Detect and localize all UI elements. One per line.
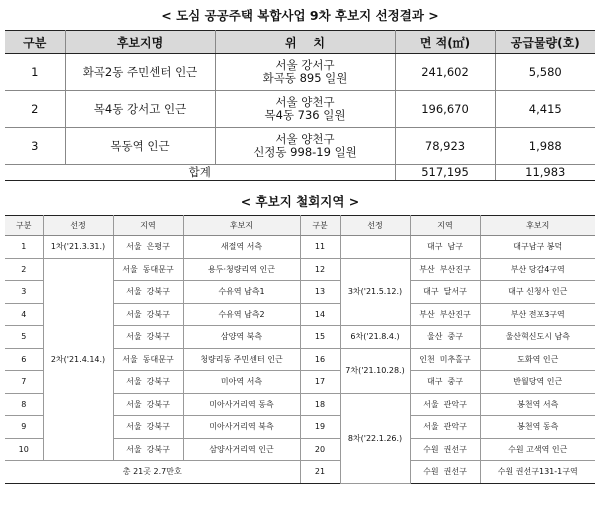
total-label: 합계 (5, 165, 395, 181)
selection-round: 7차('21.10.28.) (340, 348, 410, 393)
col-header-no: 구분 (5, 216, 43, 236)
region: 서울 은평구 (113, 236, 183, 259)
location-line2: 신정동 998-19 일원 (253, 145, 357, 159)
site-location (215, 54, 395, 91)
region: 서울 동대문구 (113, 348, 183, 371)
region: 서울 강북구 (113, 393, 183, 416)
location-line2: 화곡동 895 일원 (262, 71, 348, 85)
row-no: 9 (5, 416, 43, 439)
site-name: 울산혁신도시 남측 (480, 326, 595, 349)
region: 대구 달서구 (410, 281, 480, 304)
col-header-location: 위 치 (215, 31, 395, 54)
site-name: 청량리동 주민센터 인근 (183, 348, 300, 371)
total-row (5, 165, 595, 181)
region: 서울 강북구 (113, 438, 183, 461)
site-name: 목동역 인근 (65, 128, 215, 165)
total-area: 517,195 (395, 165, 495, 181)
site-name: 수원 고색역 인근 (480, 438, 595, 461)
region: 인천 미추홀구 (410, 348, 480, 371)
location-line1: 서울 강서구 (275, 58, 335, 72)
row-no: 19 (300, 416, 340, 439)
region: 울산 중구 (410, 326, 480, 349)
site-location (215, 91, 395, 128)
selection-round: 1차('21.3.31.) (43, 236, 113, 259)
region: 수원 권선구 (410, 461, 480, 484)
site-name: 대구 신청사 인근 (480, 281, 595, 304)
site-name: 부산 당감4구역 (480, 258, 595, 281)
site-name: 봉천역 동측 (480, 416, 595, 439)
region: 서울 강북구 (113, 281, 183, 304)
site-area: 196,670 (395, 91, 495, 128)
row-no: 21 (300, 461, 340, 484)
location-line1: 서울 양천구 (275, 132, 335, 146)
row-no: 4 (5, 303, 43, 326)
row-no: 3 (5, 128, 65, 165)
row-no: 5 (5, 326, 43, 349)
withdrawn-header-row (5, 216, 595, 236)
region: 서울 관악구 (410, 393, 480, 416)
selection-round: 8차('22.1.26.) (340, 393, 410, 483)
region: 대구 남구 (410, 236, 480, 259)
row-no: 16 (300, 348, 340, 371)
row-no: 2 (5, 91, 65, 128)
withdrawn-title: < 후보지 철회지역 > (240, 194, 360, 209)
region: 서울 강북구 (113, 326, 183, 349)
site-name: 수원 권선구131-1구역 (480, 461, 595, 484)
site-area: 241,602 (395, 54, 495, 91)
withdrawn-total: 총 21곳 2.7만호 (5, 461, 300, 484)
region: 수원 권선구 (410, 438, 480, 461)
row-no: 8 (5, 393, 43, 416)
selection-round: 6차('21.8.4.) (340, 326, 410, 349)
results-title: < 도심 공공주택 복합사업 9차 후보지 선정결과 > (161, 8, 439, 23)
site-name: 미아사거리역 동측 (183, 393, 300, 416)
site-name: 미아역 서측 (183, 371, 300, 394)
row-no: 13 (300, 281, 340, 304)
selection-round: 2차('21.4.14.) (43, 258, 113, 461)
row-no: 14 (300, 303, 340, 326)
row-no: 18 (300, 393, 340, 416)
row-no: 20 (300, 438, 340, 461)
row-no: 2 (5, 258, 43, 281)
site-name: 반월당역 인근 (480, 371, 595, 394)
site-name: 대구남구 봉덕 (480, 236, 595, 259)
site-name: 삼양역 북측 (183, 326, 300, 349)
table-row (5, 91, 595, 128)
col-header-name: 후보지명 (65, 31, 215, 54)
site-supply: 5,580 (495, 54, 595, 91)
site-name: 수유역 남측1 (183, 281, 300, 304)
site-name: 화곡2동 주민센터 인근 (65, 54, 215, 91)
table-row (5, 128, 595, 165)
location-line1: 서울 양천구 (275, 95, 335, 109)
row-no: 6 (5, 348, 43, 371)
col-header-selection: 선정 (43, 216, 113, 236)
row-no: 3 (5, 281, 43, 304)
col-header-site: 후보지 (183, 216, 300, 236)
withdrawn-table (5, 215, 595, 484)
col-header-area: 면 적(㎡) (395, 31, 495, 54)
region: 부산 부산진구 (410, 258, 480, 281)
site-name: 도화역 인근 (480, 348, 595, 371)
region: 서울 동대문구 (113, 258, 183, 281)
site-name: 용두·청량리역 인근 (183, 258, 300, 281)
row-no: 1 (5, 54, 65, 91)
row-no: 17 (300, 371, 340, 394)
col-header-no: 구분 (5, 31, 65, 54)
site-location (215, 128, 395, 165)
site-name: 수유역 남측2 (183, 303, 300, 326)
col-header-site: 후보지 (480, 216, 595, 236)
col-header-no: 구분 (300, 216, 340, 236)
row-no: 12 (300, 258, 340, 281)
location-line2: 목4동 736 일원 (264, 108, 346, 122)
row-no: 1 (5, 236, 43, 259)
col-header-region: 지역 (410, 216, 480, 236)
region: 서울 강북구 (113, 303, 183, 326)
region: 대구 중구 (410, 371, 480, 394)
region: 서울 강북구 (113, 371, 183, 394)
region: 부산 부산진구 (410, 303, 480, 326)
site-name: 봉천역 서측 (480, 393, 595, 416)
row-no: 11 (300, 236, 340, 259)
table-row (5, 258, 595, 281)
site-name: 미아사거리역 북측 (183, 416, 300, 439)
col-header-selection: 선정 (340, 216, 410, 236)
site-name: 새절역 서측 (183, 236, 300, 259)
site-supply: 4,415 (495, 91, 595, 128)
region: 서울 관악구 (410, 416, 480, 439)
site-name: 목4동 강서고 인근 (65, 91, 215, 128)
table-row (5, 461, 595, 484)
table-row (5, 236, 595, 259)
col-header-supply: 공급물량(호) (495, 31, 595, 54)
site-area: 78,923 (395, 128, 495, 165)
col-header-region: 지역 (113, 216, 183, 236)
site-name: 부산 전포3구역 (480, 303, 595, 326)
site-name: 삼양사거리역 인근 (183, 438, 300, 461)
total-supply: 11,983 (495, 165, 595, 181)
row-no: 7 (5, 371, 43, 394)
row-no: 10 (5, 438, 43, 461)
selection-round: 3차('21.5.12.) (340, 258, 410, 326)
table-row (5, 54, 595, 91)
site-supply: 1,988 (495, 128, 595, 165)
row-no: 15 (300, 326, 340, 349)
region: 서울 강북구 (113, 416, 183, 439)
results-table (5, 30, 595, 181)
results-header-row (5, 31, 595, 54)
selection-round (340, 236, 410, 259)
